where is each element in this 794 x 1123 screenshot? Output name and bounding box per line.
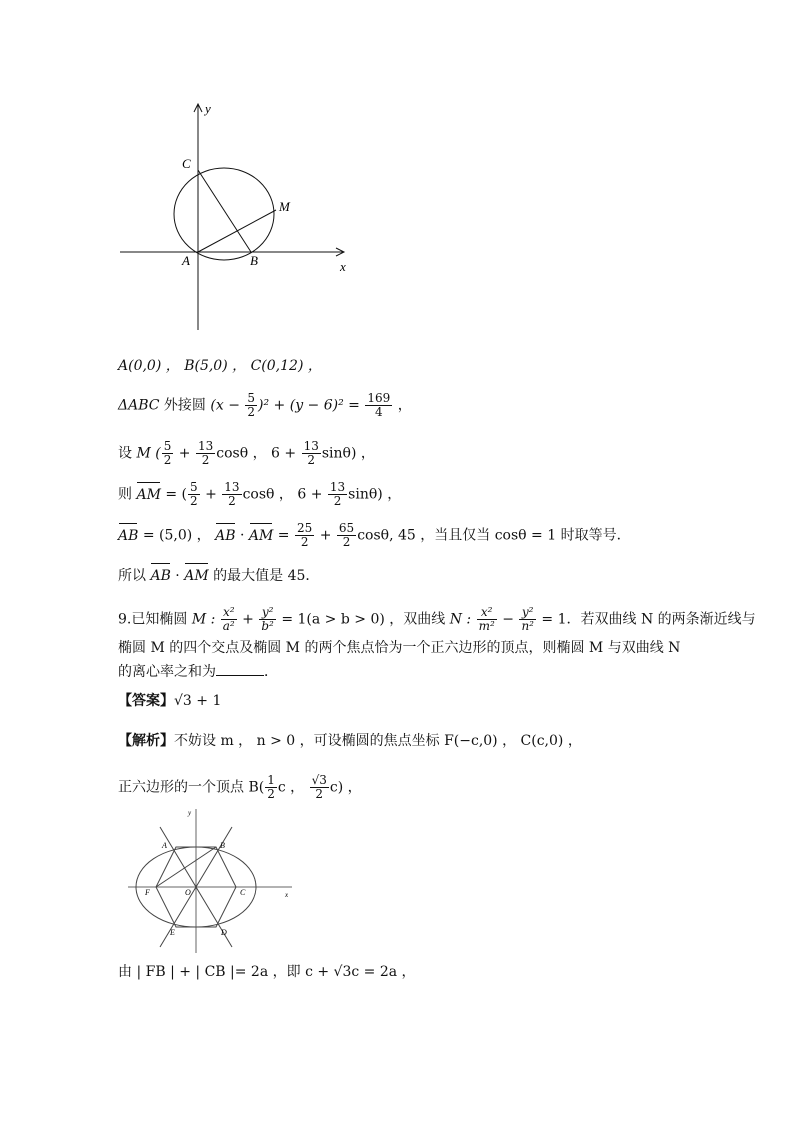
fig2-label-y: y [188, 809, 192, 817]
figure-circumcircle [0, 0, 794, 340]
last-line: 由 | FB | + | CB |= 2a ，即 c + √3c = 2a ， [118, 964, 416, 980]
fig2-label-d: D [221, 928, 227, 937]
fig2-label-e: E [170, 928, 175, 937]
fig1-label-y: y [205, 101, 211, 116]
q9-line3: 的离心率之和为 ． [118, 661, 278, 682]
fig2-label-c: C [240, 888, 246, 897]
circumcircle-line: ΔABC 外接圆 (x − $\frac{5}{2}$ )² + (y − 6)² = $\frac{169}{4}$ ， [118, 391, 412, 419]
max-value-line: 所以 AB · AM 的最大值是 45． [118, 568, 320, 584]
fig1-label-b: B [250, 253, 258, 268]
fig1-label-x: x [340, 259, 346, 274]
ab-dot-am-line: AB = (5,0) ， AB · AM = $\frac{25}{2}$ + $\frac{65}{2}$ cosθ, 45 ，当且仅当 cosθ = 1 时取等号． [118, 521, 631, 549]
fig2-label-o: O [185, 888, 191, 897]
fig1-label-a: A [182, 253, 190, 268]
circumcircle [174, 168, 274, 260]
fig1-label-m: M [279, 199, 290, 214]
hex-vertex-line: 正六边形的一个顶点 B( $\frac{1}{2}$ c ， $\frac{√3}{2}$ c) ， [118, 773, 362, 801]
fig2-label-f: F [145, 888, 150, 897]
then-am-line: 则 AM = ( $\frac{5}{2}$ + $\frac{13}{2}$ cosθ ， 6 + $\frac{13}{2}$ sinθ) ， [118, 480, 402, 508]
figure-ellipse-hexagon [0, 805, 794, 965]
set-m-line: 设 M ( $\frac{5}{2}$ + $\frac{13}{2}$ cosθ ， 6 + $\frac{13}{2}$ sinθ) ， [118, 439, 375, 467]
analysis-line: 【解析】不妨设 m ， n > 0 ，可设椭圆的焦点坐标 F(−c,0) ， C(c,0) ， [118, 733, 582, 749]
fig1-label-c: C [182, 156, 191, 171]
answer-line: 【答案】√3 + 1 [118, 693, 222, 709]
segment-am [198, 210, 276, 252]
coords-line: A(0,0) ， B(5,0) ， C(0,12) ， [118, 358, 322, 374]
q9-line1: 9.已知椭圆 M : $\frac{\text{x²}}{\text{a²}}$ + $\frac{\text{y²}}{\text{b²}}$ = 1(a > b > 0) ，双曲线 N : $\frac{\text{x²}}{\text{m²}}$ − $\frac{\text{y²}}{\text{n²}}$ = 1．若双曲线 N 的两条渐近线与 [118, 605, 756, 633]
answer-blank [216, 661, 264, 676]
fig2-label-b: B [220, 841, 225, 850]
q9-line2: 椭圆 M 的四个交点及椭圆 M 的两个焦点恰为一个正六边形的顶点，则椭圆 M 与双曲线 N [118, 640, 681, 656]
fig2-label-a: A [162, 841, 167, 850]
segment-cb [198, 170, 251, 252]
fig2-label-x: x [285, 891, 289, 899]
